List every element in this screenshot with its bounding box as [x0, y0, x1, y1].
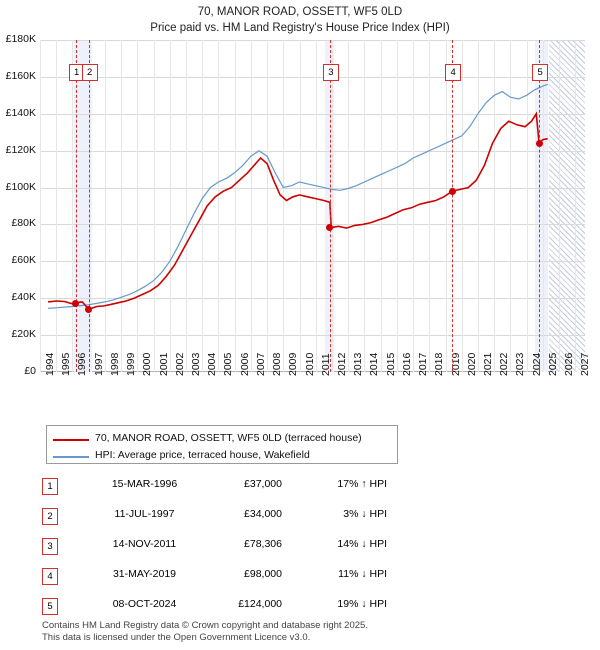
x-tick-label: 1994	[44, 352, 56, 376]
row-hpi-delta: 3% ↓ HPI	[343, 508, 387, 520]
sale-point[interactable]	[85, 306, 92, 313]
x-tick-label: 2012	[335, 352, 348, 376]
y-tick-label: £60K	[11, 254, 36, 267]
row-date: 31-MAY-2019	[112, 568, 177, 580]
x-tick-label: 2025	[546, 352, 559, 376]
x-tick-label: 2016	[400, 352, 413, 376]
x-tick-label: 2011	[319, 353, 332, 376]
series-lines	[40, 40, 585, 372]
y-tick-label: £80K	[11, 217, 36, 230]
row-price: £124,000	[238, 598, 282, 610]
y-tick-label: £20K	[11, 328, 36, 341]
event-badge[interactable]: 3	[323, 64, 339, 81]
event-badge[interactable]: 4	[445, 64, 461, 81]
y-tick-label: £140K	[5, 106, 36, 119]
table-row[interactable]	[42, 472, 387, 502]
page-subtitle: Price paid vs. HM Land Registry's House Price Index (HPI)	[150, 22, 450, 34]
row-badge: 4	[42, 568, 58, 585]
row-date: 08-OCT-2024	[112, 598, 177, 610]
x-tick-label: 2007	[254, 352, 267, 376]
footer	[42, 620, 582, 644]
row-price: £78,306	[244, 538, 282, 550]
row-date: 14-NOV-2011	[112, 538, 177, 550]
x-tick-label: 2018	[433, 352, 446, 376]
row-hpi-delta: 19% ↓ HPI	[337, 598, 387, 610]
x-tick-label: 2023	[514, 352, 527, 376]
plot-area	[5, 33, 592, 377]
x-tick-label: 2001	[157, 352, 170, 376]
x-tick-label: 2014	[368, 352, 381, 376]
y-tick-label: £160K	[5, 69, 36, 82]
x-tick-label: 2000	[141, 352, 154, 376]
x-tick-label: 2022	[498, 352, 511, 376]
page-title: 70, MANOR ROAD, OSSETT, WF5 0LD	[197, 6, 403, 18]
event-line	[330, 40, 332, 372]
row-price: £98,000	[244, 568, 282, 580]
x-tick-label: 2006	[238, 352, 251, 376]
event-line	[452, 40, 454, 372]
legend-label: 70, MANOR ROAD, OSSETT, WF5 0LD (terraced house)	[95, 432, 362, 444]
event-line	[76, 40, 78, 372]
row-badge: 1	[42, 478, 58, 495]
x-tick-label: 1996	[76, 352, 89, 376]
event-line	[539, 40, 541, 372]
legend-swatch	[53, 456, 89, 458]
x-tick-label: 2005	[222, 352, 235, 376]
y-tick-label: £120K	[5, 143, 36, 156]
x-tick-label: 2003	[189, 352, 202, 376]
event-badge[interactable]: 1	[69, 64, 85, 81]
x-tick-label: 2024	[530, 352, 543, 376]
x-tick-label: 2010	[303, 352, 316, 376]
footer-line-2: This data is licensed under the Open Government Licence v3.0.	[42, 632, 311, 643]
table-row[interactable]	[42, 532, 387, 562]
row-badge: 2	[42, 508, 58, 525]
table-row[interactable]	[42, 592, 387, 622]
y-tick-label: £100K	[5, 180, 36, 193]
y-tick-label: £180K	[5, 33, 36, 45]
x-tick-label: 2015	[384, 352, 397, 376]
row-price: £37,000	[244, 478, 282, 490]
x-tick-label: 2009	[287, 352, 300, 376]
y-tick-label: £40K	[11, 291, 36, 304]
x-tick-label: 2027	[579, 352, 592, 376]
event-badge[interactable]: 5	[532, 64, 548, 81]
event-badge[interactable]: 2	[82, 64, 98, 81]
x-tick-label: 1997	[92, 352, 105, 376]
x-tick-label: 2008	[271, 352, 284, 376]
legend	[46, 425, 398, 464]
y-tick-label: £0	[24, 365, 36, 377]
sale-point[interactable]	[449, 188, 456, 195]
sales-table	[42, 472, 387, 622]
legend-label: HPI: Average price, terraced house, Wakefield	[95, 449, 310, 461]
series-line	[48, 84, 548, 308]
footer-line-1: Contains HM Land Registry data © Crown copyright and database right 2025.	[42, 620, 368, 631]
x-tick-label: 1999	[125, 352, 138, 376]
x-tick-label: 2020	[465, 352, 478, 376]
row-date: 11-JUL-1997	[114, 508, 175, 520]
x-tick-label: 2013	[352, 352, 365, 376]
row-hpi-delta: 17% ↑ HPI	[337, 478, 387, 490]
x-tick-label: 2021	[481, 352, 494, 376]
x-tick-label: 2017	[417, 352, 430, 376]
x-tick-label: 1995	[60, 352, 73, 376]
row-date: 15-MAR-1996	[111, 478, 178, 490]
series-line	[48, 114, 548, 309]
table-row[interactable]	[42, 502, 387, 532]
row-hpi-delta: 11% ↓ HPI	[338, 568, 387, 580]
x-tick-label: 2002	[173, 352, 186, 376]
x-tick-label: 2019	[449, 352, 462, 376]
row-badge: 3	[42, 538, 58, 555]
x-tick-label: 2026	[563, 352, 576, 376]
x-tick-label: 1998	[108, 352, 121, 376]
event-line	[89, 40, 91, 372]
sale-point[interactable]	[536, 140, 543, 147]
table-row[interactable]	[42, 562, 387, 592]
x-tick-label: 2004	[206, 352, 219, 376]
row-badge: 5	[42, 598, 58, 615]
row-price: £34,000	[244, 508, 282, 520]
row-hpi-delta: 14% ↓ HPI	[337, 538, 387, 550]
legend-swatch	[53, 439, 89, 441]
